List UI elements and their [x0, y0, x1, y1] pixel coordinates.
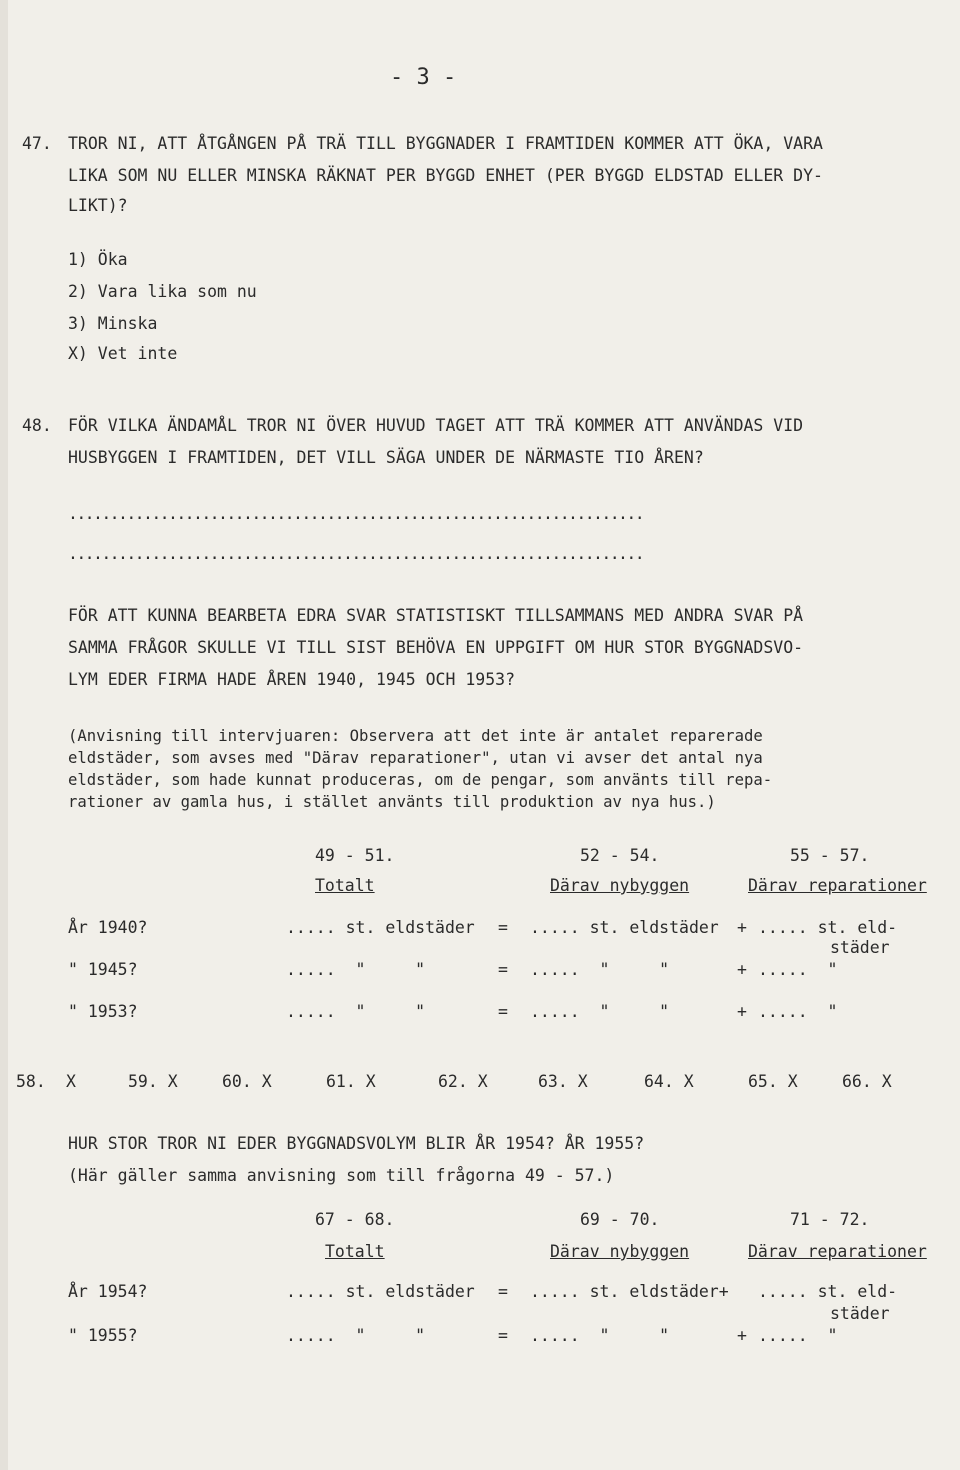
code-59: 59. X: [128, 1072, 178, 1091]
table1-row-1-repair: ..... st. eld-: [758, 918, 898, 937]
table1-row-3-year: " 1953?: [68, 1002, 138, 1021]
table1-col-header-repair: Därav reparationer: [748, 876, 927, 895]
table1-row-2-eq: =: [498, 960, 508, 979]
table1-row-2-total: ..... " ": [286, 960, 426, 979]
q47-option-2: 2) Vara lika som nu: [68, 282, 257, 301]
code-58: 58.: [16, 1072, 46, 1091]
q47-option-3: 3) Minska: [68, 314, 158, 333]
table1-row-1-total: ..... st. eldstäder: [286, 918, 475, 937]
table1-row-3-plus: +: [737, 1002, 747, 1021]
table2-row-1-repair: ..... st. eld-: [758, 1282, 898, 1301]
table1-row-2-repair: ..... ": [758, 960, 838, 979]
table1-row-2-new: ..... " ": [530, 960, 670, 979]
instruction-line-4: rationer av gamla hus, i stället använts till produktion av nya hus.): [68, 793, 716, 811]
q47-line-1: TROR NI, ATT ÅTGÅNGEN PÅ TRÄ TILL BYGGNADER I FRAMTIDEN KOMMER ATT ÖKA, VARA: [68, 134, 823, 153]
q48-answer-line-1: .....................................................................: [68, 504, 644, 523]
table1-row-1-eq: =: [498, 918, 508, 937]
code-58-x: X: [66, 1072, 76, 1091]
q48-answer-line-2: .....................................................................: [68, 544, 644, 563]
q47-line-2: LIKA SOM NU ELLER MINSKA RÄKNAT PER BYGGD ENHET (PER BYGGD ELDSTAD ELLER DY-: [68, 166, 823, 185]
table2-row-1-repair-cont: städer: [830, 1304, 890, 1323]
q47-line-3: LIKT)?: [68, 196, 128, 215]
table2-col-header-new: Därav nybyggen: [550, 1242, 690, 1261]
table2-row-1-total: ..... st. eldstäder: [286, 1282, 475, 1301]
q48-line-2: HUSBYGGEN I FRAMTIDEN, DET VILL SÄGA UNDER DE NÄRMASTE TIO ÅREN?: [68, 448, 704, 467]
code-66: 66. X: [842, 1072, 892, 1091]
table2-row-1-year: År 1954?: [68, 1282, 148, 1301]
table1-col-number-2: 52 - 54.: [580, 846, 660, 865]
instruction-line-2: eldstäder, som avses med "Därav reparationer", utan vi avser det antal nya: [68, 749, 763, 767]
q48-number: 48.: [22, 416, 52, 435]
q48-line-1: FÖR VILKA ÄNDAMÅL TROR NI ÖVER HUVUD TAGET ATT TRÄ KOMMER ATT ANVÄNDAS VID: [68, 416, 804, 435]
q47-option-1: 1) Öka: [68, 250, 128, 269]
table1-row-1-year: År 1940?: [68, 918, 148, 937]
table2-row-2-total: ..... " ": [286, 1326, 426, 1345]
stat-intro-line-3: LYM EDER FIRMA HADE ÅREN 1940, 1945 OCH 1953?: [68, 670, 516, 689]
table1-col-number-3: 55 - 57.: [790, 846, 870, 865]
code-65: 65. X: [748, 1072, 798, 1091]
q47-number: 47.: [22, 134, 52, 153]
code-63: 63. X: [538, 1072, 588, 1091]
code-60: 60. X: [222, 1072, 272, 1091]
code-62: 62. X: [438, 1072, 488, 1091]
page-number: - 3 -: [390, 65, 457, 90]
table2-row-1-new: ..... st. eldstäder+: [530, 1282, 729, 1301]
table1-col-number-1: 49 - 51.: [315, 846, 395, 865]
table1-row-1-plus: +: [737, 918, 747, 937]
table1-row-3-total: ..... " ": [286, 1002, 426, 1021]
page-edge: [0, 0, 8, 1470]
instruction-line-3: eldstäder, som hade kunnat produceras, om de pengar, som använts till repa-: [68, 771, 773, 789]
table1-col-header-total: Totalt: [315, 876, 375, 895]
table2-row-2-eq: =: [498, 1326, 508, 1345]
table1-row-1-repair-cont: städer: [830, 938, 890, 957]
table2-row-2-year: " 1955?: [68, 1326, 138, 1345]
table1-col-header-new: Därav nybyggen: [550, 876, 690, 895]
code-61: 61. X: [326, 1072, 376, 1091]
table2-row-1-eq: =: [498, 1282, 508, 1301]
table2-row-2-new: ..... " ": [530, 1326, 670, 1345]
q-volume-line-1: HUR STOR TROR NI EDER BYGGNADSVOLYM BLIR ÅR 1954? ÅR 1955?: [68, 1134, 645, 1153]
table2-col-header-repair: Därav reparationer: [748, 1242, 927, 1261]
table1-row-3-eq: =: [498, 1002, 508, 1021]
table2-row-2-repair: ..... ": [758, 1326, 838, 1345]
table1-row-2-plus: +: [737, 960, 747, 979]
code-64: 64. X: [644, 1072, 694, 1091]
q-volume-line-2: (Här gäller samma anvisning som till frågorna 49 - 57.): [68, 1166, 615, 1185]
stat-intro-line-1: FÖR ATT KUNNA BEARBETA EDRA SVAR STATISTISKT TILLSAMMANS MED ANDRA SVAR PÅ: [68, 606, 804, 625]
q47-option-x: X) Vet inte: [68, 344, 178, 363]
table2-col-number-1: 67 - 68.: [315, 1210, 395, 1229]
instruction-line-1: (Anvisning till intervjuaren: Observera att det inte är antalet reparerade: [68, 727, 763, 745]
table1-row-3-repair: ..... ": [758, 1002, 838, 1021]
table1-row-1-new: ..... st. eldstäder: [530, 918, 719, 937]
table2-col-number-3: 71 - 72.: [790, 1210, 870, 1229]
table1-row-2-year: " 1945?: [68, 960, 138, 979]
table2-col-number-2: 69 - 70.: [580, 1210, 660, 1229]
table2-col-header-total: Totalt: [325, 1242, 385, 1261]
table2-row-2-plus: +: [737, 1326, 747, 1345]
stat-intro-line-2: SAMMA FRÅGOR SKULLE VI TILL SIST BEHÖVA EN UPPGIFT OM HUR STOR BYGGNADSVO-: [68, 638, 804, 657]
table1-row-3-new: ..... " ": [530, 1002, 670, 1021]
